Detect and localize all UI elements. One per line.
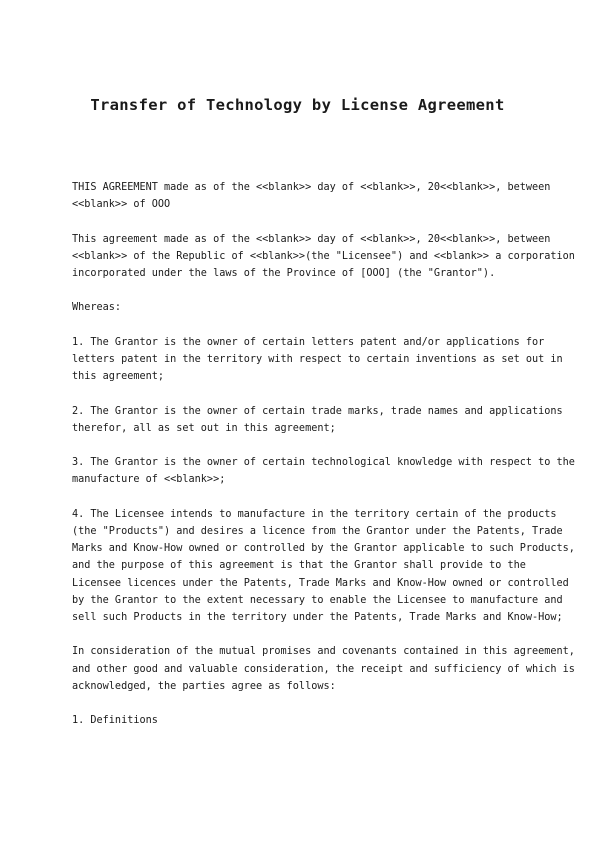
paragraph-parties (72, 231, 575, 283)
text-line: manufacture of <<blank>>; (72, 474, 226, 486)
text-line: 1. The Grantor is the owner of certain letters patent and/or applications for (72, 336, 545, 348)
paragraph-recital-3 (72, 454, 575, 488)
text-line: this agreement; (72, 371, 165, 383)
paragraph-consideration (72, 643, 575, 695)
text-line: therefor, all as set out in this agreement; (72, 422, 336, 434)
text-line: by the Grantor to the extent necessary to enable the Licensee to manufacture and (72, 594, 563, 606)
paragraph-recital-4 (72, 506, 575, 626)
text-line: Marks and Know-How owned or controlled by the Grantor applicable to such Products, (72, 543, 575, 555)
text-line: and other good and valuable consideration, the receipt and sufficiency of which is (72, 663, 575, 675)
text-line: sell such Products in the territory under the Patents, Trade Marks and Know-How; (72, 611, 563, 623)
text-line: acknowledged, the parties agree as follows: (72, 680, 336, 692)
text-line: THIS AGREEMENT made as of the <<blank>> day of <<blank>>, 20<<blank>>, between (72, 182, 551, 193)
text-line: 3. The Grantor is the owner of certain technological knowledge with respect to the (72, 457, 575, 469)
text-line: This agreement made as of the <<blank>> day of <<blank>>, 20<<blank>>, between (72, 233, 551, 245)
text-line: 2. The Grantor is the owner of certain trade marks, trade names and applications (72, 405, 563, 417)
text-line: Whereas: (72, 302, 122, 314)
section-heading-definitions (72, 712, 528, 729)
text-line: letters patent in the territory with respect to certain inventions as set out in (72, 353, 563, 365)
paragraph-agreement-date (72, 179, 551, 213)
text-line: Licensee licences under the Patents, Trade Marks and Know-How owned or controlled (72, 577, 569, 589)
paragraph-whereas (72, 299, 528, 316)
text-line: 1. Definitions (72, 715, 158, 727)
document-title: Transfer of Technology by License Agreement (90, 96, 505, 114)
text-line: 4. The Licensee intends to manufacture in the territory certain of the products (72, 508, 557, 520)
text-line: <<blank>> of the Republic of <<blank>>(the "Licensee") and <<blank>> a corporation (72, 250, 575, 262)
text-line: and the purpose of this agreement is that the Grantor shall provide to the (72, 560, 526, 572)
text-line: In consideration of the mutual promises and covenants contained in this agreement, (72, 646, 575, 658)
paragraph-recital-1 (72, 334, 563, 386)
text-line: (the "Products") and desires a licence from the Grantor under the Patents, Trade (72, 525, 563, 537)
paragraph-recital-2 (72, 403, 563, 437)
text-line: incorporated under the laws of the Province of [OOO] (the "Grantor"). (72, 268, 496, 279)
document-body (72, 179, 575, 747)
text-line: <<blank>> of OOO (72, 199, 171, 211)
